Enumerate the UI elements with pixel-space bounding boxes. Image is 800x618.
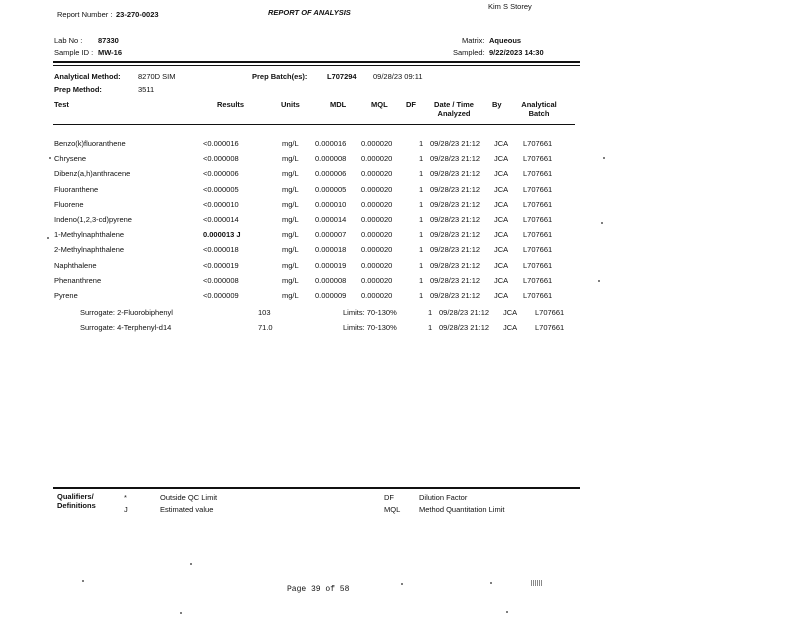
cell-result: <0.000006 <box>203 169 239 179</box>
cell-units: mg/L <box>282 215 299 224</box>
surrogate-df: 1 <box>428 323 433 332</box>
cell-units: mg/L <box>282 245 299 255</box>
cell-test: Fluoranthene <box>54 184 99 194</box>
cell-mdl: 0.000006 <box>315 169 347 179</box>
cell-mql: 0.000020 <box>361 260 393 270</box>
col-mdl: MDL <box>330 100 347 109</box>
cell-units: mg/L <box>282 169 299 179</box>
cell-batch: L707661 <box>523 291 553 300</box>
def2-text-1: Dilution Factor <box>419 493 468 502</box>
cell-test: 1-Methylnaphthalene <box>54 230 125 240</box>
cell-mdl: 0.000005 <box>315 184 347 194</box>
scan-mark <box>531 580 543 586</box>
lab-no: 87330 <box>98 36 119 45</box>
cell-date: 09/28/23 21:12 <box>430 260 481 270</box>
surrogate-name: Surrogate: 2-Fluorobiphenyl <box>80 308 173 317</box>
cell-units: mg/L <box>282 199 299 209</box>
def2-sym-1: DF <box>384 493 394 502</box>
def-sym-2: J <box>124 505 128 514</box>
cell-result: <0.000018 <box>203 245 239 255</box>
cell-df: 1 <box>419 169 424 179</box>
cell-mql: 0.000020 <box>361 184 393 194</box>
cell-df: 1 <box>419 215 424 224</box>
cell-batch: L707661 <box>523 245 553 255</box>
cell-test: Chrysene <box>54 154 87 164</box>
cell-by: JCA <box>494 245 509 255</box>
cell-batch: L707661 <box>523 184 553 194</box>
cell-mdl: 0.000016 <box>315 139 347 148</box>
surrogate-name: Surrogate: 4-Terphenyl-d14 <box>80 323 172 332</box>
cell-batch: L707661 <box>523 154 553 164</box>
def-text-1: Outside QC Limit <box>160 493 218 502</box>
cell-df: 1 <box>419 275 424 285</box>
cell-units: mg/L <box>282 275 299 285</box>
cell-df: 1 <box>419 139 424 148</box>
cell-by: JCA <box>494 139 509 148</box>
col-results: Results <box>217 100 245 109</box>
col-batch-line1: Analytical <box>521 100 557 109</box>
prep-method: 3511 <box>138 85 155 94</box>
cell-result: 0.000013 J <box>203 230 241 240</box>
cell-result: <0.000010 <box>203 199 239 209</box>
cell-test: Naphthalene <box>54 260 97 270</box>
cell-by: JCA <box>494 275 509 285</box>
cell-date: 09/28/23 21:12 <box>430 154 481 164</box>
def-text-2: Estimated value <box>160 505 214 514</box>
qualifiers-line2: Definitions <box>57 501 96 510</box>
cell-date: 09/28/23 21:12 <box>430 139 481 148</box>
cell-date: 09/28/23 21:12 <box>430 245 481 255</box>
cell-mdl: 0.000007 <box>315 230 347 240</box>
cell-batch: L707661 <box>523 169 553 179</box>
cell-date: 09/28/23 21:12 <box>430 184 481 194</box>
surrogate-by: JCA <box>503 308 518 317</box>
footer-rule <box>53 487 580 489</box>
cell-date: 09/28/23 21:12 <box>430 215 481 224</box>
cell-test: Dibenz(a,h)anthracene <box>54 169 131 179</box>
cell-df: 1 <box>419 199 424 209</box>
cell-mql: 0.000020 <box>361 139 393 148</box>
cell-result: <0.000008 <box>203 154 239 164</box>
scan-speck <box>401 583 403 585</box>
report-title: REPORT OF ANALYSIS <box>268 8 351 17</box>
cell-by: JCA <box>494 154 509 164</box>
cell-result: <0.000008 <box>203 275 239 285</box>
surrogate-value: 103 <box>258 308 271 317</box>
cell-mql: 0.000020 <box>361 230 393 240</box>
cell-mdl: 0.000010 <box>315 199 347 209</box>
cell-mdl: 0.000014 <box>315 215 347 224</box>
report-number-label: Report Number : <box>57 10 113 19</box>
analytical-method-label: Analytical Method: <box>54 72 121 81</box>
cell-result: <0.000009 <box>203 291 239 300</box>
cell-mdl: 0.000019 <box>315 260 347 270</box>
cell-by: JCA <box>494 169 509 179</box>
cell-test: Benzo(k)fluoranthene <box>54 139 126 148</box>
cell-by: JCA <box>494 291 509 300</box>
cell-batch: L707661 <box>523 199 553 209</box>
sampled-label: Sampled: <box>453 48 485 57</box>
prep-batch: L707294 <box>327 72 357 81</box>
cell-mql: 0.000020 <box>361 199 393 209</box>
col-date-line1: Date / Time <box>434 100 474 109</box>
header-rule-top <box>53 61 580 63</box>
header-rule-bottom <box>53 65 580 66</box>
cell-batch: L707661 <box>523 275 553 285</box>
prep-method-label: Prep Method: <box>54 85 102 94</box>
surrogate-date: 09/28/23 21:12 <box>439 308 490 317</box>
cell-mql: 0.000020 <box>361 169 393 179</box>
page-number: Page 39 of 58 <box>287 585 350 594</box>
col-units: Units <box>281 100 300 109</box>
cell-result: <0.000014 <box>203 215 239 224</box>
surrogate-limits: Limits: 70-130% <box>343 308 397 317</box>
cell-test: 2-Methylnaphthalene <box>54 245 125 255</box>
cell-date: 09/28/23 21:12 <box>430 291 481 300</box>
cell-df: 1 <box>419 291 424 300</box>
cell-mql: 0.000020 <box>361 245 393 255</box>
cell-test: Indeno(1,2,3-cd)pyrene <box>54 215 132 224</box>
cell-by: JCA <box>494 199 509 209</box>
scan-speck <box>47 237 49 239</box>
scan-speck <box>49 157 51 159</box>
cell-batch: L707661 <box>523 260 553 270</box>
surrogate-batch: L707661 <box>535 308 565 317</box>
surrogate-value: 71.0 <box>258 323 273 332</box>
cell-df: 1 <box>419 154 424 164</box>
prep-batch-label: Prep Batch(es): <box>252 72 308 81</box>
scan-speck <box>598 280 600 282</box>
cell-batch: L707661 <box>523 139 553 148</box>
col-df: DF <box>406 100 416 109</box>
matrix-label: Matrix: <box>462 36 485 45</box>
cell-df: 1 <box>419 230 424 240</box>
cell-mdl: 0.000018 <box>315 245 347 255</box>
cell-date: 09/28/23 21:12 <box>430 275 481 285</box>
cell-mdl: 0.000008 <box>315 275 347 285</box>
surrogate-batch: L707661 <box>535 323 565 332</box>
cell-by: JCA <box>494 230 509 240</box>
cell-mql: 0.000020 <box>361 154 393 164</box>
col-mql: MQL <box>371 100 388 109</box>
col-batch-line2: Batch <box>528 109 550 118</box>
qualifiers-heading <box>57 492 96 510</box>
cell-date: 09/28/23 21:12 <box>430 199 481 209</box>
cell-mdl: 0.000009 <box>315 291 347 300</box>
cell-units: mg/L <box>282 260 299 270</box>
scan-speck <box>490 582 492 584</box>
sample-id: MW-16 <box>98 48 123 57</box>
cell-mql: 0.000020 <box>361 291 393 300</box>
cell-units: mg/L <box>282 291 299 300</box>
cell-batch: L707661 <box>523 230 553 240</box>
cell-mql: 0.000020 <box>361 215 393 224</box>
scan-speck <box>603 157 605 159</box>
cell-df: 1 <box>419 184 424 194</box>
matrix: Aqueous <box>489 36 522 45</box>
scan-speck <box>190 563 192 565</box>
surrogate-limits: Limits: 70-130% <box>343 323 397 332</box>
analytical-method: 8270D SIM <box>138 72 176 81</box>
col-test: Test <box>54 100 69 109</box>
sample-id-label: Sample ID : <box>54 48 94 57</box>
qualifiers-line1: Qualifiers/ <box>57 492 94 501</box>
surrogate-date: 09/28/23 21:12 <box>439 323 490 332</box>
scan-speck <box>506 611 508 613</box>
cell-df: 1 <box>419 260 424 270</box>
def2-sym-2: MQL <box>384 505 401 514</box>
col-date <box>428 100 480 118</box>
cell-result: <0.000019 <box>203 260 239 270</box>
cell-test: Fluorene <box>54 199 84 209</box>
report-number: 23-270-0023 <box>116 10 159 19</box>
cell-batch: L707661 <box>523 215 553 224</box>
cell-result: <0.000005 <box>203 184 239 194</box>
surrogate-df: 1 <box>428 308 433 317</box>
cell-date: 09/28/23 21:12 <box>430 230 481 240</box>
cell-by: JCA <box>494 215 509 224</box>
cell-df: 1 <box>419 245 424 255</box>
prep-batch-date: 09/28/23 09:11 <box>373 72 423 81</box>
scan-speck <box>601 222 603 224</box>
cell-by: JCA <box>494 184 509 194</box>
cell-result: <0.000016 <box>203 139 239 148</box>
column-header-rule <box>53 124 575 125</box>
col-by: By <box>492 100 502 109</box>
col-date-line2: Analyzed <box>437 109 471 118</box>
cell-mdl: 0.000008 <box>315 154 347 164</box>
sampled-date: 9/22/2023 14:30 <box>489 48 544 57</box>
lab-no-label: Lab No : <box>54 36 83 45</box>
col-batch <box>517 100 561 118</box>
cell-test: Phenanthrene <box>54 275 102 285</box>
cell-units: mg/L <box>282 230 299 240</box>
cell-by: JCA <box>494 260 509 270</box>
cell-units: mg/L <box>282 184 299 194</box>
def2-text-2: Method Quantitation Limit <box>419 505 505 514</box>
cell-units: mg/L <box>282 139 299 148</box>
cell-test: Pyrene <box>54 291 78 300</box>
surrogate-by: JCA <box>503 323 518 332</box>
scan-speck <box>82 580 84 582</box>
cell-date: 09/28/23 21:12 <box>430 169 481 179</box>
client-name: Kim S Storey <box>488 2 532 11</box>
cell-units: mg/L <box>282 154 299 164</box>
cell-mql: 0.000020 <box>361 275 393 285</box>
def-sym-1: * <box>124 493 127 502</box>
scan-speck <box>180 612 182 614</box>
